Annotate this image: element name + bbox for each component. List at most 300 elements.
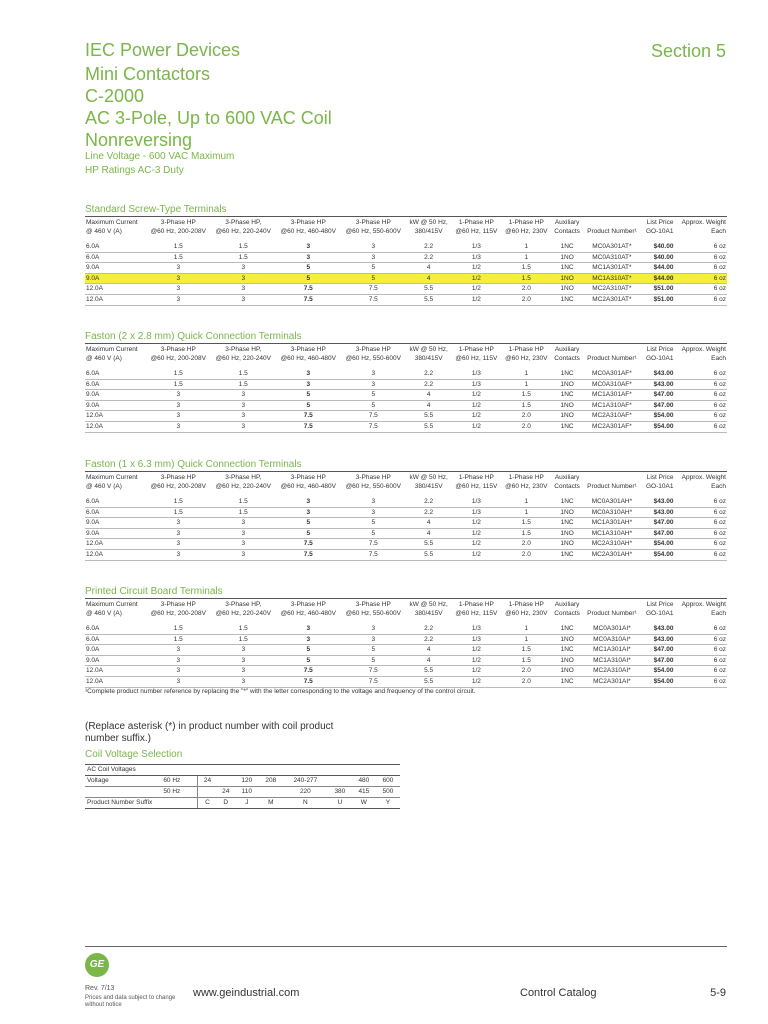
coil-suffix-cell: N <box>283 798 328 809</box>
cell-aux-contacts: 1NO <box>551 528 582 539</box>
cell-hp-3ph-550: 7.5 <box>341 294 406 305</box>
cell-hp-3ph-460: 3 <box>276 367 341 380</box>
cell-product-number: MC2A310AH* <box>583 539 641 550</box>
cell-hp-3ph-460: 7.5 <box>276 539 341 550</box>
header-hp-3ph-200: 3-Phase HP <box>146 344 211 355</box>
cell-kw-50hz: 2.2 <box>406 634 452 645</box>
header-max-current: Maximum Current <box>85 344 146 355</box>
table-row <box>85 539 727 550</box>
cell-hp-1ph-230: 1 <box>501 507 551 518</box>
cell-max-current: 12.0A <box>85 549 146 560</box>
product-table <box>85 343 727 433</box>
cell-aux-contacts: 1NO <box>551 284 582 295</box>
cell-hp-3ph-220: 3 <box>211 411 276 422</box>
cell-aux-contacts: 1NO <box>551 507 582 518</box>
cell-hp-1ph-230: 1 <box>501 495 551 508</box>
cell-hp-3ph-550: 5 <box>341 273 406 284</box>
cell-hp-3ph-550: 5 <box>341 390 406 401</box>
cell-hp-3ph-220: 3 <box>211 666 276 677</box>
cell-hp-3ph-550: 3 <box>341 367 406 380</box>
header-max-current: Maximum Current <box>85 472 146 483</box>
cell-hp-1ph-115: 1/2 <box>452 273 502 284</box>
cell-hp-3ph-200: 3 <box>146 645 211 656</box>
cell-hp-3ph-460: 7.5 <box>276 421 341 432</box>
cell-hp-1ph-230: 1.5 <box>501 400 551 411</box>
cell-aux-contacts: 1NC <box>551 421 582 432</box>
header-product-number <box>583 599 641 610</box>
coil-suffix-cell: M <box>259 798 283 809</box>
coil-v50-cell: 500 <box>376 787 400 798</box>
cell-hp-1ph-115: 1/2 <box>452 518 502 529</box>
cell-hp-3ph-460: 7.5 <box>276 411 341 422</box>
ge-logo-icon: GE <box>85 953 109 977</box>
cell-product-number: MC2A310AF* <box>583 411 641 422</box>
cell-hp-3ph-220: 3 <box>211 421 276 432</box>
cell-hp-3ph-200: 3 <box>146 539 211 550</box>
coil-v50-cell: 380 <box>328 787 352 798</box>
cell-product-number: MC1A310AI* <box>583 655 641 666</box>
cell-weight: 6 oz <box>674 528 727 539</box>
cell-hp-3ph-460: 5 <box>276 518 341 529</box>
cell-hp-3ph-550: 3 <box>341 252 406 263</box>
table-title: Standard Screw-Type Terminals <box>85 204 227 215</box>
coil-voltage-title: Coil Voltage Selection <box>85 749 183 760</box>
table-title: Faston (1 x 6.3 mm) Quick Connection Terminals <box>85 459 302 470</box>
cell-hp-1ph-115: 1/3 <box>452 379 502 390</box>
cell-kw-50hz: 5.5 <box>406 421 452 432</box>
header-weight: Each <box>674 609 727 622</box>
header-hp-3ph-550: @60 Hz, 550-600V <box>341 609 406 622</box>
cell-hp-3ph-200: 3 <box>146 390 211 401</box>
cell-product-number: MC0A310AH* <box>583 507 641 518</box>
cell-weight: 6 oz <box>674 379 727 390</box>
cell-hp-3ph-200: 3 <box>146 655 211 666</box>
cell-hp-1ph-115: 1/2 <box>452 666 502 677</box>
cell-hp-1ph-115: 1/2 <box>452 549 502 560</box>
coil-v50-cell <box>198 787 217 798</box>
cell-hp-3ph-200: 3 <box>146 284 211 295</box>
cell-list-price: $51.00 <box>641 284 674 295</box>
cell-aux-contacts: 1NC <box>551 367 582 380</box>
cell-hp-3ph-200: 1.5 <box>146 507 211 518</box>
cell-list-price: $40.00 <box>641 252 674 263</box>
coil-v60-cell: 120 <box>235 776 259 787</box>
cell-hp-3ph-220: 3 <box>211 655 276 666</box>
cell-hp-3ph-220: 3 <box>211 645 276 656</box>
cell-list-price: $43.00 <box>641 367 674 380</box>
header-list-price: GO-10A1 <box>641 227 674 240</box>
cell-hp-3ph-220: 1.5 <box>211 379 276 390</box>
cell-product-number: MC2A301AI* <box>583 676 641 687</box>
cell-hp-1ph-230: 2.0 <box>501 666 551 677</box>
cell-list-price: $47.00 <box>641 390 674 401</box>
cell-list-price: $47.00 <box>641 518 674 529</box>
cell-weight: 6 oz <box>674 666 727 677</box>
cell-hp-3ph-460: 7.5 <box>276 666 341 677</box>
header-hp-3ph-460: @60 Hz, 460-480V <box>276 227 341 240</box>
coil-suffix-cell: Y <box>376 798 400 809</box>
cell-aux-contacts: 1NO <box>551 666 582 677</box>
cell-kw-50hz: 4 <box>406 263 452 274</box>
coil-v60-cell <box>328 776 352 787</box>
cell-weight: 6 oz <box>674 495 727 508</box>
header-weight: Approx. Weight <box>674 344 727 355</box>
cell-hp-3ph-200: 3 <box>146 273 211 284</box>
cell-weight: 6 oz <box>674 421 727 432</box>
cell-hp-3ph-220: 1.5 <box>211 634 276 645</box>
header-list-price: List Price <box>641 599 674 610</box>
cell-max-current: 9.0A <box>85 273 146 284</box>
cell-hp-3ph-460: 3 <box>276 379 341 390</box>
cell-kw-50hz: 5.5 <box>406 549 452 560</box>
prices-disclaimer: Prices and data subject to change without notice <box>85 995 176 1008</box>
cell-hp-1ph-115: 1/2 <box>452 528 502 539</box>
coil-v60-cell: 24 <box>198 776 217 787</box>
cell-product-number: MC1A301AT* <box>583 263 641 274</box>
header-hp-3ph-460: 3-Phase HP <box>276 599 341 610</box>
cell-aux-contacts: 1NO <box>551 400 582 411</box>
header-hp-3ph-200: @60 Hz, 200-208V <box>146 227 211 240</box>
table-row <box>85 655 727 666</box>
header-list-price: GO-10A1 <box>641 354 674 367</box>
cell-hp-3ph-220: 3 <box>211 400 276 411</box>
cell-hp-3ph-220: 1.5 <box>211 495 276 508</box>
header-hp-3ph-460: @60 Hz, 460-480V <box>276 354 341 367</box>
header-hp-1ph-115: @60 Hz, 115V <box>452 609 502 622</box>
table-row <box>85 273 727 284</box>
header-list-price: List Price <box>641 472 674 483</box>
cell-weight: 6 oz <box>674 411 727 422</box>
cell-hp-3ph-220: 3 <box>211 539 276 550</box>
table-row <box>85 549 727 560</box>
header-product-number: Product Number¹ <box>583 482 641 495</box>
cell-list-price: $44.00 <box>641 273 674 284</box>
page-number: 5-9 <box>710 987 726 999</box>
header-hp-1ph-230: @60 Hz, 230V <box>501 482 551 495</box>
cell-kw-50hz: 5.5 <box>406 666 452 677</box>
table-row <box>85 400 727 411</box>
cell-hp-3ph-200: 3 <box>146 666 211 677</box>
coil-v60-cell <box>217 776 235 787</box>
coil-suffix-cell: J <box>235 798 259 809</box>
cell-kw-50hz: 2.2 <box>406 252 452 263</box>
cell-list-price: $43.00 <box>641 507 674 518</box>
cell-hp-3ph-550: 3 <box>341 379 406 390</box>
cell-max-current: 9.0A <box>85 400 146 411</box>
cell-hp-1ph-230: 1.5 <box>501 273 551 284</box>
cell-hp-3ph-460: 3 <box>276 634 341 645</box>
cell-aux-contacts: 1NC <box>551 263 582 274</box>
hz60-label: 60 Hz <box>146 776 197 787</box>
header-product-number: Product Number¹ <box>583 354 641 367</box>
header-hp-3ph-550: @60 Hz, 550-600V <box>341 354 406 367</box>
cell-weight: 6 oz <box>674 390 727 401</box>
cell-list-price: $47.00 <box>641 528 674 539</box>
cell-hp-3ph-460: 5 <box>276 273 341 284</box>
cell-max-current: 9.0A <box>85 518 146 529</box>
cell-hp-3ph-460: 5 <box>276 528 341 539</box>
cell-max-current: 12.0A <box>85 421 146 432</box>
header-hp-3ph-550: @60 Hz, 550-600V <box>341 227 406 240</box>
coil-suffix-cell: D <box>217 798 235 809</box>
cell-kw-50hz: 5.5 <box>406 411 452 422</box>
cell-hp-3ph-460: 7.5 <box>276 549 341 560</box>
cell-list-price: $54.00 <box>641 421 674 432</box>
table-row <box>85 379 727 390</box>
coil-v60-cell: 480 <box>352 776 376 787</box>
header-weight: Approx. Weight <box>674 217 727 228</box>
website-link[interactable]: www.geindustrial.com <box>193 987 300 999</box>
cell-product-number: MC2A301AF* <box>583 421 641 432</box>
coil-v50-cell: 220 <box>283 787 328 798</box>
cell-max-current: 6.0A <box>85 379 146 390</box>
table-title: Printed Circuit Board Terminals <box>85 586 223 597</box>
header-max-current: @ 460 V (A) <box>85 609 146 622</box>
cell-hp-3ph-200: 3 <box>146 400 211 411</box>
cell-weight: 6 oz <box>674 294 727 305</box>
header-hp-1ph-115: @60 Hz, 115V <box>452 354 502 367</box>
cell-hp-1ph-115: 1/2 <box>452 676 502 687</box>
cell-list-price: $54.00 <box>641 676 674 687</box>
cell-hp-1ph-230: 1.5 <box>501 263 551 274</box>
cell-product-number: MC0A310AT* <box>583 252 641 263</box>
cell-weight: 6 oz <box>674 645 727 656</box>
table-row <box>85 263 727 274</box>
cell-hp-3ph-200: 1.5 <box>146 252 211 263</box>
cell-list-price: $47.00 <box>641 645 674 656</box>
coil-voltage-table <box>85 764 400 809</box>
header-list-price: GO-10A1 <box>641 609 674 622</box>
cell-aux-contacts: 1NC <box>551 645 582 656</box>
cell-hp-3ph-460: 3 <box>276 507 341 518</box>
header-product-number: Product Number¹ <box>583 227 641 240</box>
cell-hp-1ph-115: 1/3 <box>452 634 502 645</box>
table-row <box>85 252 727 263</box>
table-row <box>85 666 727 677</box>
table-row <box>85 676 727 687</box>
cell-weight: 6 oz <box>674 273 727 284</box>
cell-kw-50hz: 4 <box>406 390 452 401</box>
coil-v50-cell: 110 <box>235 787 259 798</box>
cell-hp-3ph-460: 7.5 <box>276 676 341 687</box>
cell-aux-contacts: 1NO <box>551 539 582 550</box>
cell-hp-3ph-220: 3 <box>211 284 276 295</box>
table-row <box>85 240 727 253</box>
cell-kw-50hz: 4 <box>406 400 452 411</box>
header-hp-3ph-460: @60 Hz, 460-480V <box>276 609 341 622</box>
cell-weight: 6 oz <box>674 240 727 253</box>
cell-hp-1ph-230: 1.5 <box>501 518 551 529</box>
cell-kw-50hz: 2.2 <box>406 240 452 253</box>
coil-suffix-cell: C <box>198 798 217 809</box>
cell-hp-1ph-230: 1 <box>501 252 551 263</box>
cell-hp-3ph-220: 3 <box>211 294 276 305</box>
cell-hp-3ph-460: 7.5 <box>276 294 341 305</box>
cell-hp-3ph-200: 1.5 <box>146 634 211 645</box>
cell-hp-3ph-220: 1.5 <box>211 240 276 253</box>
header-kw-50hz: kW @ 50 Hz, <box>406 217 452 228</box>
header-product-number <box>583 472 641 483</box>
cell-aux-contacts: 1NC <box>551 676 582 687</box>
cell-max-current: 9.0A <box>85 263 146 274</box>
cell-hp-3ph-550: 7.5 <box>341 539 406 550</box>
cell-hp-1ph-230: 1.5 <box>501 390 551 401</box>
cell-hp-3ph-460: 3 <box>276 240 341 253</box>
coil-v60-cell: 240-277 <box>283 776 328 787</box>
header-hp-3ph-220: 3-Phase HP, <box>211 599 276 610</box>
cell-list-price: $47.00 <box>641 655 674 666</box>
cell-weight: 6 oz <box>674 507 727 518</box>
header-hp-3ph-460: 3-Phase HP <box>276 344 341 355</box>
cell-hp-1ph-115: 1/2 <box>452 263 502 274</box>
header-hp-3ph-550: 3-Phase HP <box>341 217 406 228</box>
header-hp-3ph-220: 3-Phase HP, <box>211 472 276 483</box>
table-row <box>85 518 727 529</box>
table-row <box>85 411 727 422</box>
header-product-number: Product Number¹ <box>583 609 641 622</box>
cell-list-price: $43.00 <box>641 379 674 390</box>
header-hp-3ph-220: 3-Phase HP, <box>211 344 276 355</box>
header-hp-1ph-230: @60 Hz, 230V <box>501 609 551 622</box>
cell-hp-3ph-550: 5 <box>341 655 406 666</box>
cell-list-price: $54.00 <box>641 539 674 550</box>
header-aux-contacts: Contacts <box>551 227 582 240</box>
footnote: ¹Complete product number reference by replacing the "*" with the letter corresponding to the voltage and frequency of the control circuit. <box>85 688 476 695</box>
cell-max-current: 6.0A <box>85 240 146 253</box>
header-kw-50hz: kW @ 50 Hz, <box>406 599 452 610</box>
cell-hp-3ph-550: 5 <box>341 518 406 529</box>
header-hp-1ph-230: 1-Phase HP <box>501 217 551 228</box>
coil-v60-cell: 600 <box>376 776 400 787</box>
header-hp-1ph-115: @60 Hz, 115V <box>452 482 502 495</box>
cell-hp-1ph-115: 1/2 <box>452 655 502 666</box>
cell-hp-1ph-115: 1/3 <box>452 252 502 263</box>
cell-weight: 6 oz <box>674 252 727 263</box>
cell-hp-1ph-230: 1.5 <box>501 645 551 656</box>
cell-kw-50hz: 2.2 <box>406 507 452 518</box>
cell-aux-contacts: 1NO <box>551 379 582 390</box>
cell-kw-50hz: 2.2 <box>406 622 452 635</box>
header-kw-50hz: 380/415V <box>406 354 452 367</box>
suffix-label: Product Number Suffix <box>85 798 198 809</box>
table-row <box>85 645 727 656</box>
cell-hp-3ph-200: 1.5 <box>146 367 211 380</box>
hz50-label: 50 Hz <box>146 787 197 798</box>
header-kw-50hz: 380/415V <box>406 609 452 622</box>
cell-weight: 6 oz <box>674 622 727 635</box>
product-series: C-2000 <box>85 86 145 106</box>
cell-max-current: 9.0A <box>85 528 146 539</box>
cell-kw-50hz: 4 <box>406 645 452 656</box>
cell-hp-3ph-550: 5 <box>341 528 406 539</box>
header-product-number <box>583 344 641 355</box>
header-hp-3ph-550: @60 Hz, 550-600V <box>341 482 406 495</box>
section-label: Section 5 <box>650 41 726 61</box>
cell-aux-contacts: 1NC <box>551 495 582 508</box>
cell-list-price: $54.00 <box>641 666 674 677</box>
product-table <box>85 471 727 561</box>
cell-hp-3ph-460: 3 <box>276 495 341 508</box>
cell-hp-3ph-200: 3 <box>146 676 211 687</box>
header-max-current: @ 460 V (A) <box>85 354 146 367</box>
header-max-current: Maximum Current <box>85 599 146 610</box>
header-weight: Approx. Weight <box>674 472 727 483</box>
cell-kw-50hz: 4 <box>406 518 452 529</box>
cell-hp-3ph-200: 1.5 <box>146 240 211 253</box>
header-hp-3ph-550: 3-Phase HP <box>341 344 406 355</box>
cell-hp-3ph-220: 3 <box>211 676 276 687</box>
cell-list-price: $40.00 <box>641 240 674 253</box>
cell-hp-3ph-220: 1.5 <box>211 507 276 518</box>
cell-hp-1ph-115: 1/2 <box>452 294 502 305</box>
cell-max-current: 9.0A <box>85 390 146 401</box>
cell-max-current: 12.0A <box>85 539 146 550</box>
cell-hp-1ph-230: 2.0 <box>501 284 551 295</box>
cell-hp-1ph-230: 2.0 <box>501 421 551 432</box>
cell-max-current: 12.0A <box>85 666 146 677</box>
header-hp-1ph-115: @60 Hz, 115V <box>452 227 502 240</box>
header-hp-3ph-200: @60 Hz, 200-208V <box>146 609 211 622</box>
header-hp-1ph-230: @60 Hz, 230V <box>501 227 551 240</box>
header-hp-3ph-220: @60 Hz, 220-240V <box>211 609 276 622</box>
cell-hp-1ph-115: 1/2 <box>452 411 502 422</box>
cell-max-current: 12.0A <box>85 284 146 295</box>
cell-hp-3ph-220: 3 <box>211 518 276 529</box>
header-max-current: @ 460 V (A) <box>85 482 146 495</box>
header-weight: Approx. Weight <box>674 599 727 610</box>
header-aux-contacts: Auxiliary <box>551 344 582 355</box>
header-hp-3ph-200: @60 Hz, 200-208V <box>146 354 211 367</box>
cell-hp-1ph-230: 1.5 <box>501 655 551 666</box>
header-hp-1ph-230: 1-Phase HP <box>501 472 551 483</box>
cell-hp-3ph-460: 5 <box>276 263 341 274</box>
header-hp-1ph-230: 1-Phase HP <box>501 599 551 610</box>
cell-hp-3ph-200: 3 <box>146 528 211 539</box>
cell-list-price: $51.00 <box>641 294 674 305</box>
cell-kw-50hz: 5.5 <box>406 539 452 550</box>
product-table <box>85 216 727 306</box>
cell-hp-1ph-230: 1 <box>501 240 551 253</box>
cell-hp-3ph-550: 3 <box>341 495 406 508</box>
cell-hp-1ph-230: 2.0 <box>501 676 551 687</box>
header-kw-50hz: 380/415V <box>406 482 452 495</box>
cell-hp-3ph-460: 5 <box>276 390 341 401</box>
cell-weight: 6 oz <box>674 263 727 274</box>
table-row <box>85 507 727 518</box>
hp-ratings-note: HP Ratings AC-3 Duty <box>85 165 184 176</box>
header-hp-3ph-200: @60 Hz, 200-208V <box>146 482 211 495</box>
table-row <box>85 367 727 380</box>
cell-hp-1ph-115: 1/3 <box>452 240 502 253</box>
header-hp-3ph-550: 3-Phase HP <box>341 599 406 610</box>
cell-weight: 6 oz <box>674 676 727 687</box>
cell-product-number: MC2A310AT* <box>583 284 641 295</box>
header-hp-1ph-230: @60 Hz, 230V <box>501 354 551 367</box>
cell-aux-contacts: 1NO <box>551 252 582 263</box>
cell-max-current: 6.0A <box>85 367 146 380</box>
header-hp-1ph-230: 1-Phase HP <box>501 344 551 355</box>
cell-aux-contacts: 1NC <box>551 390 582 401</box>
header-list-price: List Price <box>641 217 674 228</box>
header-hp-1ph-115: 1-Phase HP <box>452 217 502 228</box>
header-hp-3ph-200: 3-Phase HP <box>146 599 211 610</box>
cell-hp-3ph-220: 3 <box>211 528 276 539</box>
cell-hp-3ph-550: 5 <box>341 400 406 411</box>
table-row <box>85 294 727 305</box>
blank-cell <box>85 787 146 798</box>
cell-product-number: MC1A310AF* <box>583 400 641 411</box>
cell-hp-3ph-220: 1.5 <box>211 622 276 635</box>
